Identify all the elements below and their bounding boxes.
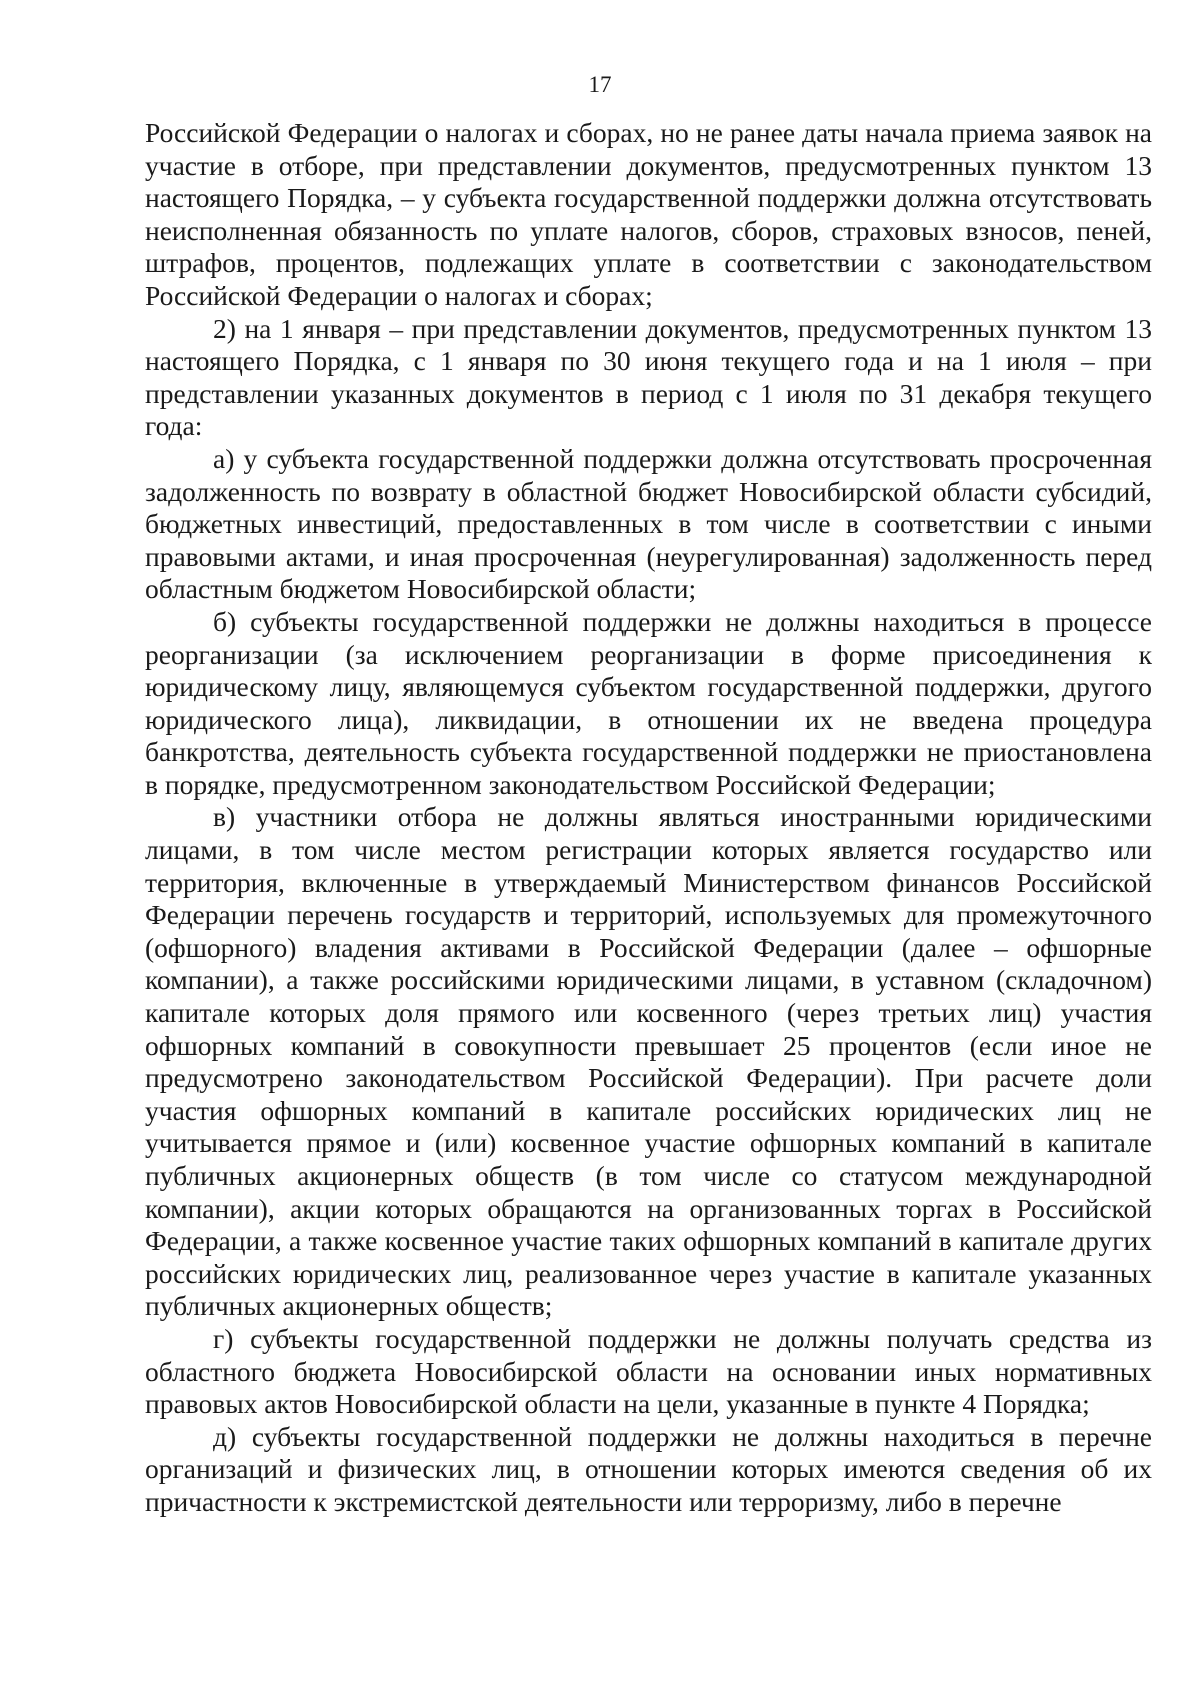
page-number: 17 <box>588 72 612 97</box>
paragraph-tax-obligation: Российской Федерации о налогах и сборах, но не ранее даты начала приема заявок на участие в отборе, при представлении документов, предусмотренных пунктом 13 настоящего Порядка, – у субъекта государственной поддержки должна отсутствовать неисполненная обязанность по уплате налогов, сборов, страховых взносов, пеней, штрафов, процентов, подлежащих уплате в соответствии с законодательством Российской Федерации о налогах и сборах; <box>145 117 1152 311</box>
paragraph-item-v: в) участники отбора не должны являться иностранными юридическими лицами, в том числе местом регистрации которых является государство или территория, включенные в утверждаемый Министерством финансов Российской Федерации перечень государств и территорий, используемых для промежуточного (офшорного) владения активами в Российской Федерации (далее – офшорные компании), а также российскими юридическими лицами, в уставном (складочном) капитале которых доля прямого или косвенного (через третьих лиц) участия офшорных компаний в совокупности превышает 25 процентов (если иное не предусмотрено законодательством Российской Федерации). При расчете доли участия офшорных компаний в капитале российских юридических лиц не учитывается прямое и (или) косвенное участие офшорных компаний в капитале публичных акционерных обществ (в том числе со статусом международной компании), акции которых обращаются на организованных торгах в Российской Федерации, а также косвенное участие таких офшорных компаний в капитале других российских юридических лиц, реализованное через участие в капитале указанных публичных акционерных обществ; <box>145 801 1152 1322</box>
paragraph-item-2: 2) на 1 января – при представлении документов, предусмотренных пунктом 13 настоящего Порядка, с 1 января по 30 июня текущего года и на 1 июля – при представлении указанных документов в период с 1 июля по 31 декабря текущего года: <box>145 312 1152 442</box>
paragraph-item-b: б) субъекты государственной поддержки не должны находиться в процессе реорганизации (за исключением реорганизации в форме присоединения к юридическому лицу, являющемуся субъектом государственной поддержки, другого юридического лица), ликвидации, в отношении их не введена процедура банкротства, деятельность субъекта государственной поддержки не приостановлена в порядке, предусмотренном законодательством Российской Федерации; <box>145 605 1152 800</box>
paragraph-item-a: а) у субъекта государственной поддержки должна отсутствовать просроченная задолженность по возврату в областной бюджет Новосибирской области субсидий, бюджетных инвестиций, предоставленных в том числе в соответствии с иными правовыми актами, и иная просроченная (неурегулированная) задолженность перед областным бюджетом Новосибирской области; <box>145 442 1152 605</box>
paragraph-item-d: д) субъекты государственной поддержки не должны находиться в перечне организаций и физических лиц, в отношении которых имеются сведения об их причастности к экстремистской деятельности или терроризму, либо в перечне <box>145 1420 1152 1517</box>
document-body <box>145 117 1152 1519</box>
paragraph-item-g: г) субъекты государственной поддержки не должны получать средства из областного бюджета Новосибирской области на основании иных нормативных правовых актов Новосибирской области на цели, указанные в пункте 4 Порядка; <box>145 1322 1152 1420</box>
